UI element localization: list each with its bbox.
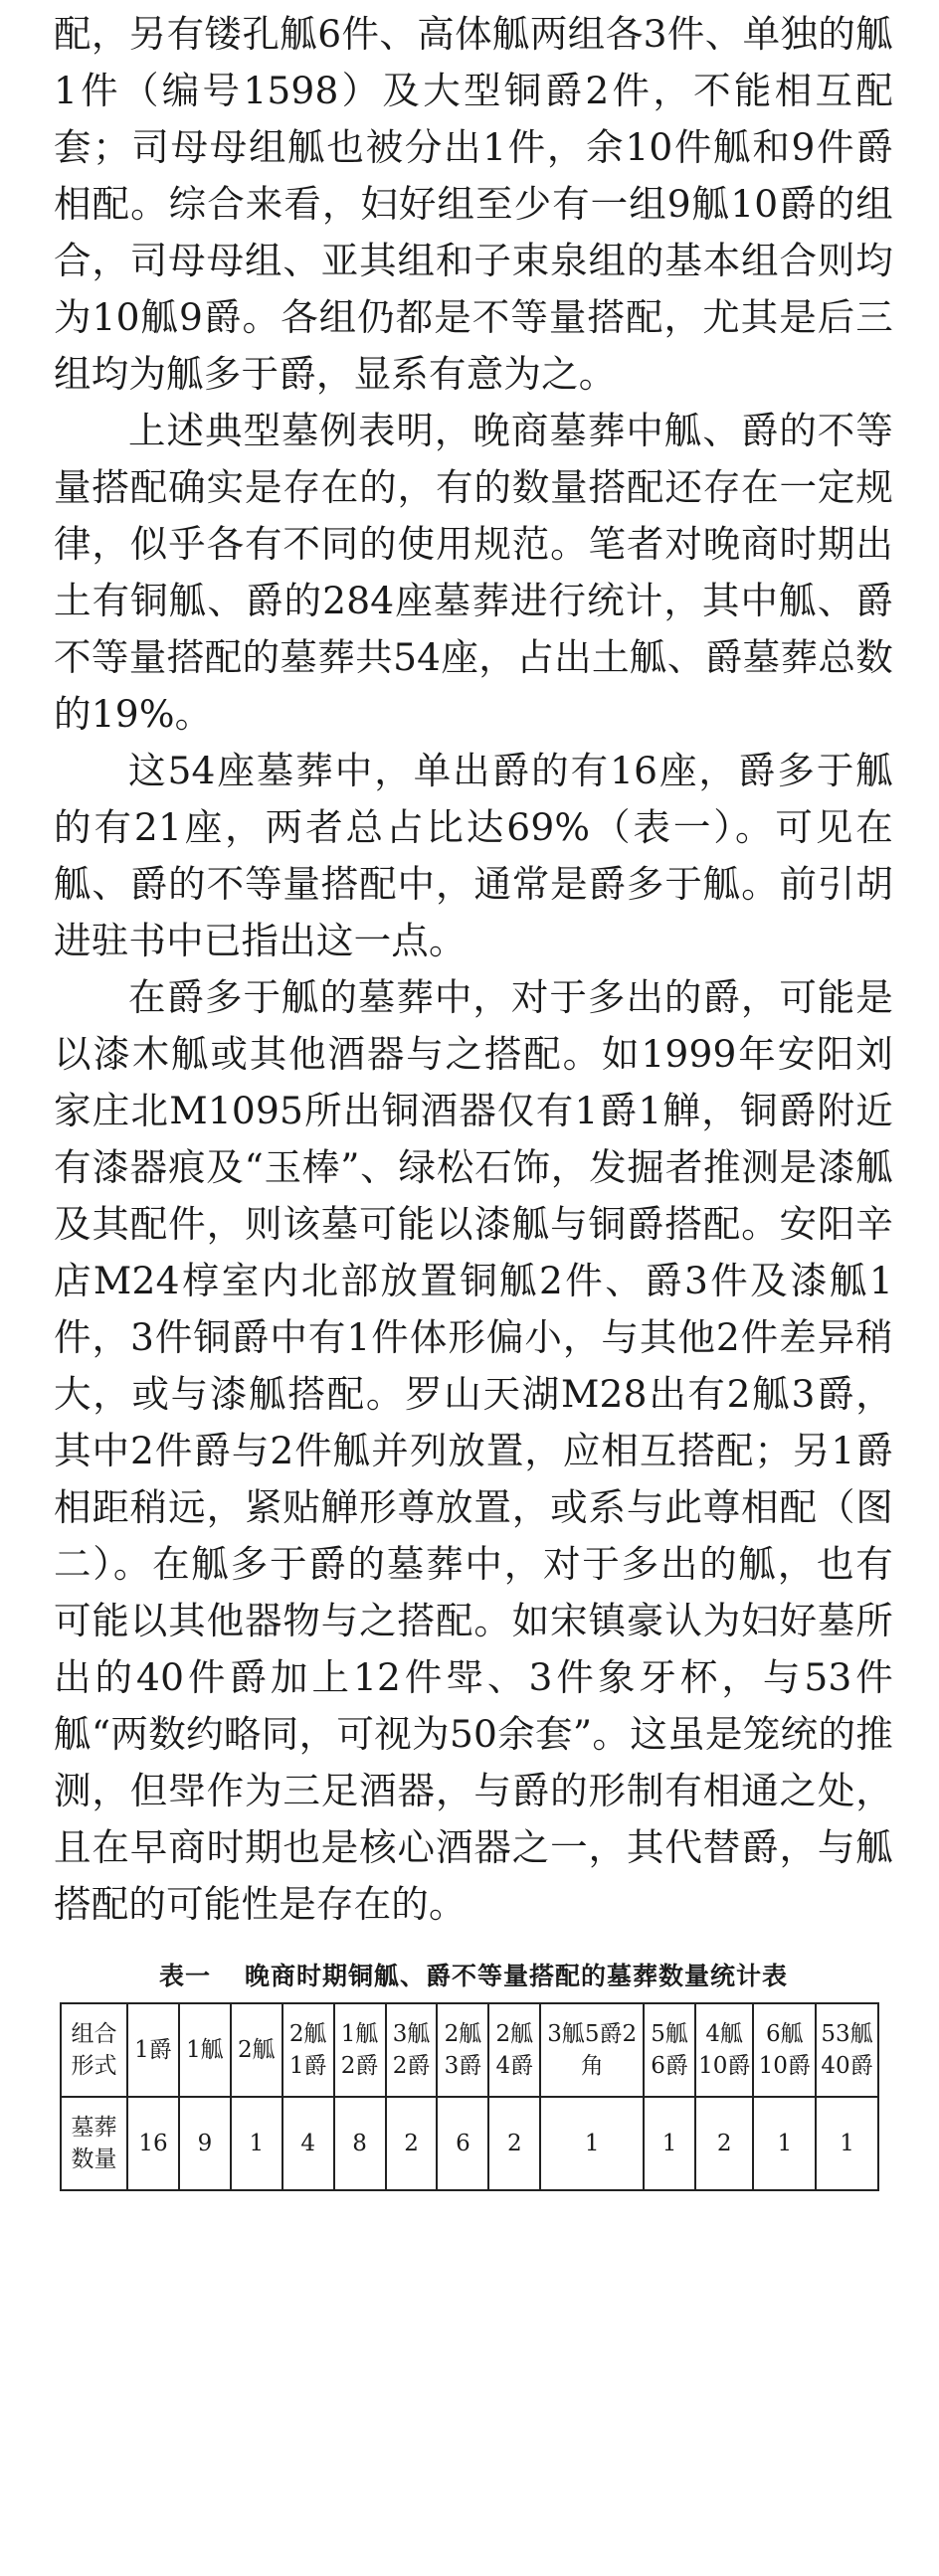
- table-column-header: 2觚1爵: [282, 2003, 334, 2097]
- table-column-header: 6觚10爵: [753, 2003, 816, 2097]
- table-cell: 8: [334, 2097, 386, 2190]
- paragraph-2: 上述典型墓例表明，晚商墓葬中觚、爵的不等量搭配确实是存在的，有的数量搭配还存在一定规律，似乎各有不同的使用规范。笔者对晚商时期出土有铜觚、爵的284座墓葬进行统计，其中觚、爵不等量搭配的墓葬共54座，占出土觚、爵墓葬总数的19%。: [54, 409, 893, 736]
- table-column-header: 1觚2爵: [334, 2003, 386, 2097]
- table-caption: [54, 1957, 893, 1992]
- table-cell: 9: [179, 2097, 231, 2190]
- table-cell: 2: [488, 2097, 540, 2190]
- table-number: 表一: [158, 1962, 211, 1990]
- table-header-row: [61, 2003, 878, 2097]
- table-column-header: 2觚4爵: [488, 2003, 540, 2097]
- table-column-header: 1爵: [127, 2003, 179, 2097]
- table-column-header: 3觚5爵2角: [540, 2003, 644, 2097]
- table-row: [61, 2097, 878, 2190]
- table-cell: 1: [644, 2097, 695, 2190]
- paragraph-3: 这54座墓葬中，单出爵的有16座，爵多于觚的有21座，两者总占比达69%（表一）。可见在觚、爵的不等量搭配中，通常是爵多于觚。前引胡进驻书中已指出这一点。: [54, 749, 893, 962]
- table-cell: 2: [386, 2097, 438, 2190]
- table-column-header: 53觚40爵: [816, 2003, 878, 2097]
- statistics-table: [60, 2002, 879, 2191]
- table-column-header: 1觚: [179, 2003, 231, 2097]
- table-cell: 1: [231, 2097, 282, 2190]
- table-column-header: 2觚3爵: [437, 2003, 488, 2097]
- table-cell: 1: [753, 2097, 816, 2190]
- table-column-header: 2觚: [231, 2003, 282, 2097]
- table-cell: 1: [816, 2097, 878, 2190]
- table-row-header: 组合形式: [61, 2003, 127, 2097]
- paragraph-4: 在爵多于觚的墓葬中，对于多出的爵，可能是以漆木觚或其他酒器与之搭配。如1999年安阳刘家庄北M1095所出铜酒器仅有1爵1觯，铜爵附近有漆器痕及“玉棒”、绿松石饰，发掘者推测是漆觚及其配件，则该墓可能以漆觚与铜爵搭配。安阳辛店M24椁室内北部放置铜觚2件、爵3件及漆觚1件，3件铜爵中有1件体形偏小，与其他2件差异稍大，或与漆觚搭配。罗山天湖M28出有2觚3爵，其中2件爵与2件觚并列放置，应相互搭配；另1爵相距稍远，紧贴觯形尊放置，或系与此尊相配（图二）。在觚多于爵的墓葬中，对于多出的觚，也有可能以其他器物与之搭配。如宋镇豪认为妇好墓所出的40件爵加上12件斝、3件象牙杯，与53件觚“两数约略同，可视为50余套”。这虽是笼统的推测，但斝作为三足酒器，与爵的形制有相通之处，且在早商时期也是核心酒器之一，其代替爵，与觚搭配的可能性是存在的。: [54, 975, 893, 1926]
- table-cell: 6: [437, 2097, 488, 2190]
- table-cell: 1: [540, 2097, 644, 2190]
- table-cell: 4: [282, 2097, 334, 2190]
- table-column-header: 3觚2爵: [386, 2003, 438, 2097]
- table-title: 晚商时期铜觚、爵不等量搭配的墓葬数量统计表: [245, 1962, 789, 1990]
- table-cell: 16: [127, 2097, 179, 2190]
- table-column-header: 5觚6爵: [644, 2003, 695, 2097]
- table-cell: 2: [695, 2097, 753, 2190]
- paragraph-1: 配，另有镂孔觚6件、高体觚两组各3件、单独的觚1件（编号1598）及大型铜爵2件，不能相互配套；司母母组觚也被分出1件，余10件觚和9件爵相配。综合来看，妇好组至少有一组9觚10爵的组合，司母母组、亚其组和子束泉组的基本组合则均为10觚9爵。各组仍都是不等量搭配，尤其是后三组均为觚多于爵，显系有意为之。: [54, 12, 893, 396]
- table-column-header: 4觚10爵: [695, 2003, 753, 2097]
- table-row-header: 墓葬数量: [61, 2097, 127, 2190]
